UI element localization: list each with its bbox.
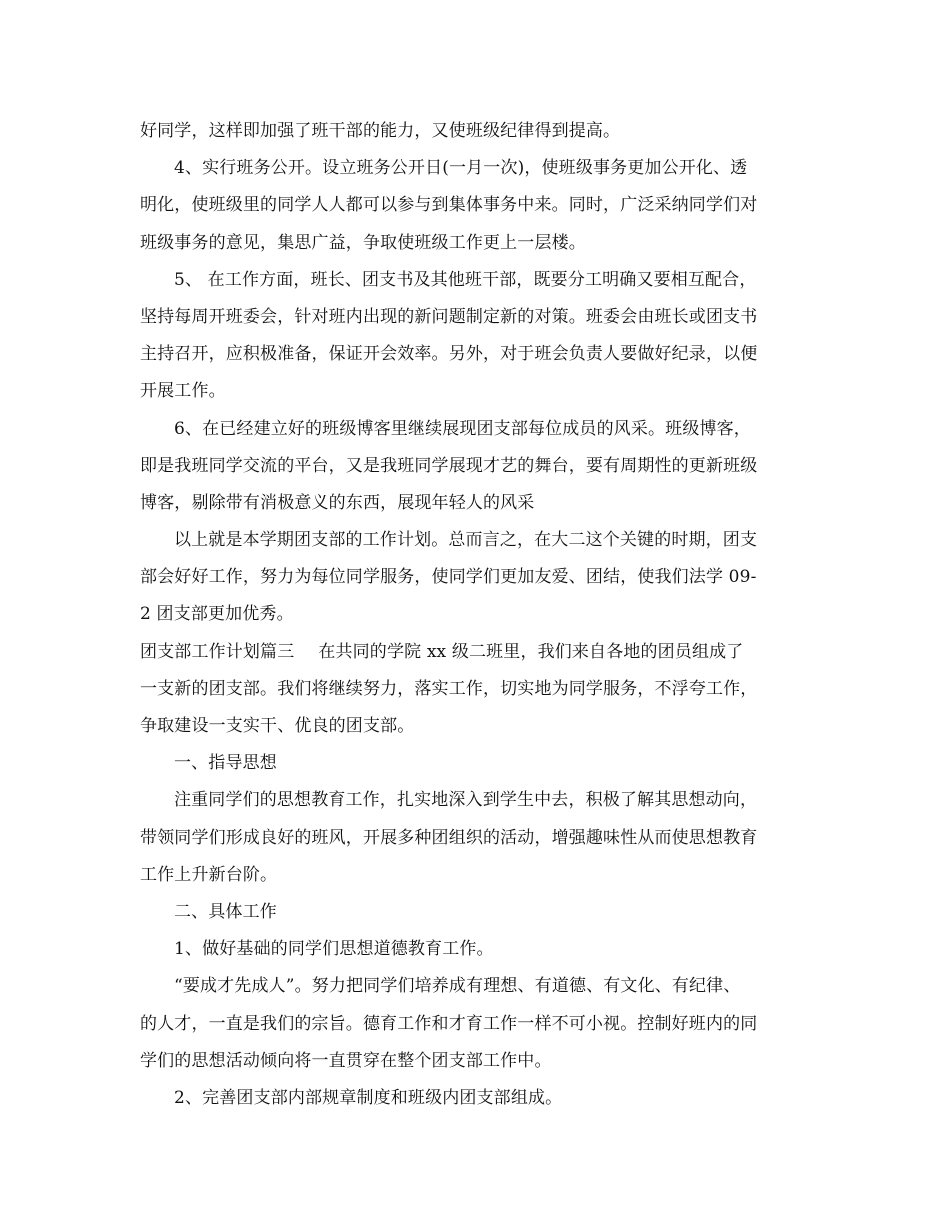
paragraph-line: 2、完善团支部内部规章制度和班级内团支部组成。 xyxy=(174,1087,563,1108)
subheading-guiding-thought: 一、指导思想 xyxy=(174,753,277,774)
document-body xyxy=(140,113,810,1117)
paragraph-line: 2 团支部更加优秀。 xyxy=(140,604,294,625)
paragraph-line: 带领同学们形成良好的班风，开展多种团组织的活动，增强趣味性从而使思想教育 xyxy=(140,827,758,848)
section-heading-line xyxy=(140,634,810,671)
paragraph-line: 6、在已经建立好的班级博客里继续展现团支部每位成员的风采。班级博客， xyxy=(174,418,751,439)
paragraph-line: 的人才，一直是我们的宗旨。德育工作和才育工作一样不可小视。控制好班内的同 xyxy=(140,1013,758,1034)
paragraph-line: 坚持每周开班委会，针对班内出现的新问题制定新的对策。班委会由班长或团支书 xyxy=(140,306,758,327)
paragraph-text: 在共同的学院 xx 级二班里，我们来自各地的团员组成了 xyxy=(318,641,744,662)
paragraph-line: 争取建设一支实干、优良的团支部。 xyxy=(140,716,415,736)
paragraph-line: 学们的思想活动倾向将一直贯穿在整个团支部工作中。 xyxy=(140,1050,552,1071)
paragraph-line: 5、 在工作方面，班长、团支书及其他班干部，既要分工明确又要相互配合， xyxy=(174,269,757,290)
paragraph-line: 一支新的团支部。我们将继续努力，落实工作，切实地为同学服务，不浮夸工作， xyxy=(140,678,758,699)
paragraph-line: 明化，使班级里的同学人人都可以参与到集体事务中来。同时，广泛采纳同学们对 xyxy=(140,195,758,216)
section-heading: 团支部工作计划篇三 xyxy=(140,641,295,662)
paragraph-line: 博客，剔除带有消极意义的东西，展现年轻人的风采 xyxy=(140,492,535,513)
paragraph-line: 开展工作。 xyxy=(140,381,226,402)
paragraph-line: 注重同学们的思想教育工作，扎实地深入到学生中去，积极了解其思想动向， xyxy=(174,790,758,811)
subheading-specific-work: 二、具体工作 xyxy=(174,901,277,922)
paragraph-line: 即是我班同学交流的平台，又是我班同学展现才艺的舞台，要有周期性的更新班级 xyxy=(140,455,758,476)
paragraph-line: 好同学，这样即加强了班干部的能力，又使班级纪律得到提高。 xyxy=(140,121,621,141)
paragraph-line: 1、做好基础的同学们思想道德教育工作。 xyxy=(174,939,494,960)
paragraph-line: 4、实行班务公开。设立班务公开日(一月一次)，使班级事务更加公开化、透 xyxy=(174,158,748,179)
paragraph-line: “要成才先成人”。努力把同学们培养成有理想、有道德、有文化、有纪律、 xyxy=(174,976,741,997)
paragraph-line: 工作上升新台阶。 xyxy=(140,864,278,885)
paragraph-line: 主持召开，应积极准备，保证开会效率。另外，对于班会负责人要做好纪录，以便 xyxy=(140,344,758,365)
paragraph-line: 班级事务的意见，集思广益，争取使班级工作更上一层楼。 xyxy=(140,232,586,253)
paragraph-line: 部会好好工作，努力为每位同学服务，使同学们更加友爱、团结，使我们法学 09- xyxy=(140,567,757,588)
paragraph-line: 以上就是本学期团支部的工作计划。总而言之，在大二这个关键的时期，团支 xyxy=(174,530,758,551)
